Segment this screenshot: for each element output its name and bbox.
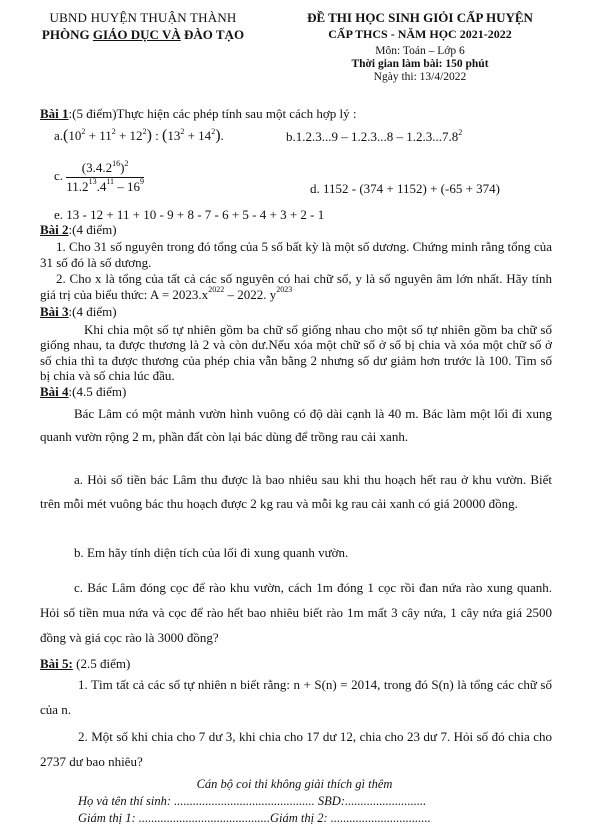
bai3-heading: Bài 3:(4 điểm) [40,304,117,319]
bai1-d: d. 1152 - (374 + 1152) + (-65 + 374) [310,181,501,196]
exam-title: ĐỀ THI HỌC SINH GIỎI CẤP HUYỆN [307,10,533,25]
bai4-a: a. Hỏi số tiền bác Lâm thu được là bao nhiêu sau khi thu hoạch hết rau ở khu vườn. Biết trên mỗi mét vuông bác thu hoạch được 2 kg rau và mỗi kg rau cải xanh có giá 20000 đồng. [40,472,552,511]
bai1-c: c. $\frac{(3.4.2^{16})^2}{11.2^{13}.4^{11} - 16^9}$ [54,158,145,194]
bai2-heading: Bài 2:(4 điểm) [40,222,117,237]
bai3-p1: Khi chia một số tự nhiên gồm ba chữ số giống nhau cho một số tự nhiên gồm ba chữ số giống nhau, ta được thương là 2 và còn dư.Nếu xóa một chữ số ở số bị chia và xóa một chữ số ở số chia thì ta được thương của phép chia vẫn bằng 2 nhưng số dư giảm hơn trước là 100. Tìm số bị chia và số chia lúc đầu. [40,322,552,383]
bai1-b: b.1.2.3...9 – 1.2.3...8 – 1.2.3...7.8$^2$ [286,127,463,144]
bai1-a: $a.(10^2 + 11^2 + 12^2)$ : $(13^2 + 14^2)$. [54,126,224,144]
header-left [18,10,268,43]
bai1-e: e. 13 - 12 + 11 + 10 - 9 + 8 - 7 - 6 + 5 - 4 + 3 + 2 - 1 [54,207,325,222]
exam-subject: Môn: Toán – Lớp 6 [375,45,465,57]
header-right [270,10,570,83]
bai4-c: c. Bác Lâm đóng cọc để rào khu vườn, cách 1m đóng 1 cọc rồi đan nứa rào xung quanh. Hỏi số tiền mua nứa và cọc để rào hết bao nhiêu biết rào 1m mất 3 cây nứa, 1 cây nứa giá 2500 đồng và giá cọc rào là 3000 đồng? [40,580,552,645]
bai5-heading: Bài 5: (2.5 điểm) [40,656,131,671]
bai5-p2: 2. Một số khi chia cho 7 dư 3, khi chia cho 17 dư 12, chia cho 23 dư 7. Hỏi số đó chia cho 2737 dư bao nhiêu? [40,729,552,769]
bai4-intro: Bác Lâm có một mảnh vườn hình vuông có độ dài cạnh là 40 m. Bác làm một lối đi xung quanh vườn rộng 2 m, phần đất còn lại bác dùng để trồng rau cải xanh. [40,406,552,444]
department-name: UBND HUYỆN THUẬN THÀNH [49,10,237,25]
bai1-heading: Bài 1:(5 điểm)Thực hiện các phép tính sau một cách hợp lý : [40,106,357,121]
bai5-p1: 1. Tìm tất cả các số tự nhiên n biết rằng: n + S(n) = 2014, trong đó S(n) là tổng các chữ số của n. [40,677,552,717]
candidate-name-line: Họ và tên thí sinh: ............................................. SBD:.......................... [78,794,427,808]
exam-subtitle: CẤP THCS - NĂM HỌC 2021-2022 [328,27,512,41]
exam-date: Ngày thi: 13/4/2022 [373,71,467,83]
bai2-p2: 2. Cho x là tổng của tất cả các số nguyên có hai chữ số, y là số nguyên âm lớn nhất. Hãy tính giá trị của biểu thức: $A = 2023.x^{2022} - 2022$. $y^{2023}$ [40,271,552,302]
exam-duration: Thời gian làm bài: 150 phút [351,58,489,70]
office-name: PHÒNG GIÁO DỤC VÀ ĐÀO TẠO [41,27,245,42]
invigilator-line: Giám thị 1: ..........................................Giám thị 2: ................................ [78,811,431,825]
footer-note: Cán bộ coi thi không giải thích gì thêm [196,777,393,791]
bai4-b: b. Em hãy tính diện tích của lối đi xung quanh vườn. [74,545,349,560]
bai2-p1: 1. Cho 31 số nguyên trong đó tổng của 5 số bất kỳ là một số dương. Chứng minh rằng tổng của 31 số đó là số dương. [40,239,552,270]
bai4-heading: Bài 4:(4.5 điểm) [40,384,127,399]
